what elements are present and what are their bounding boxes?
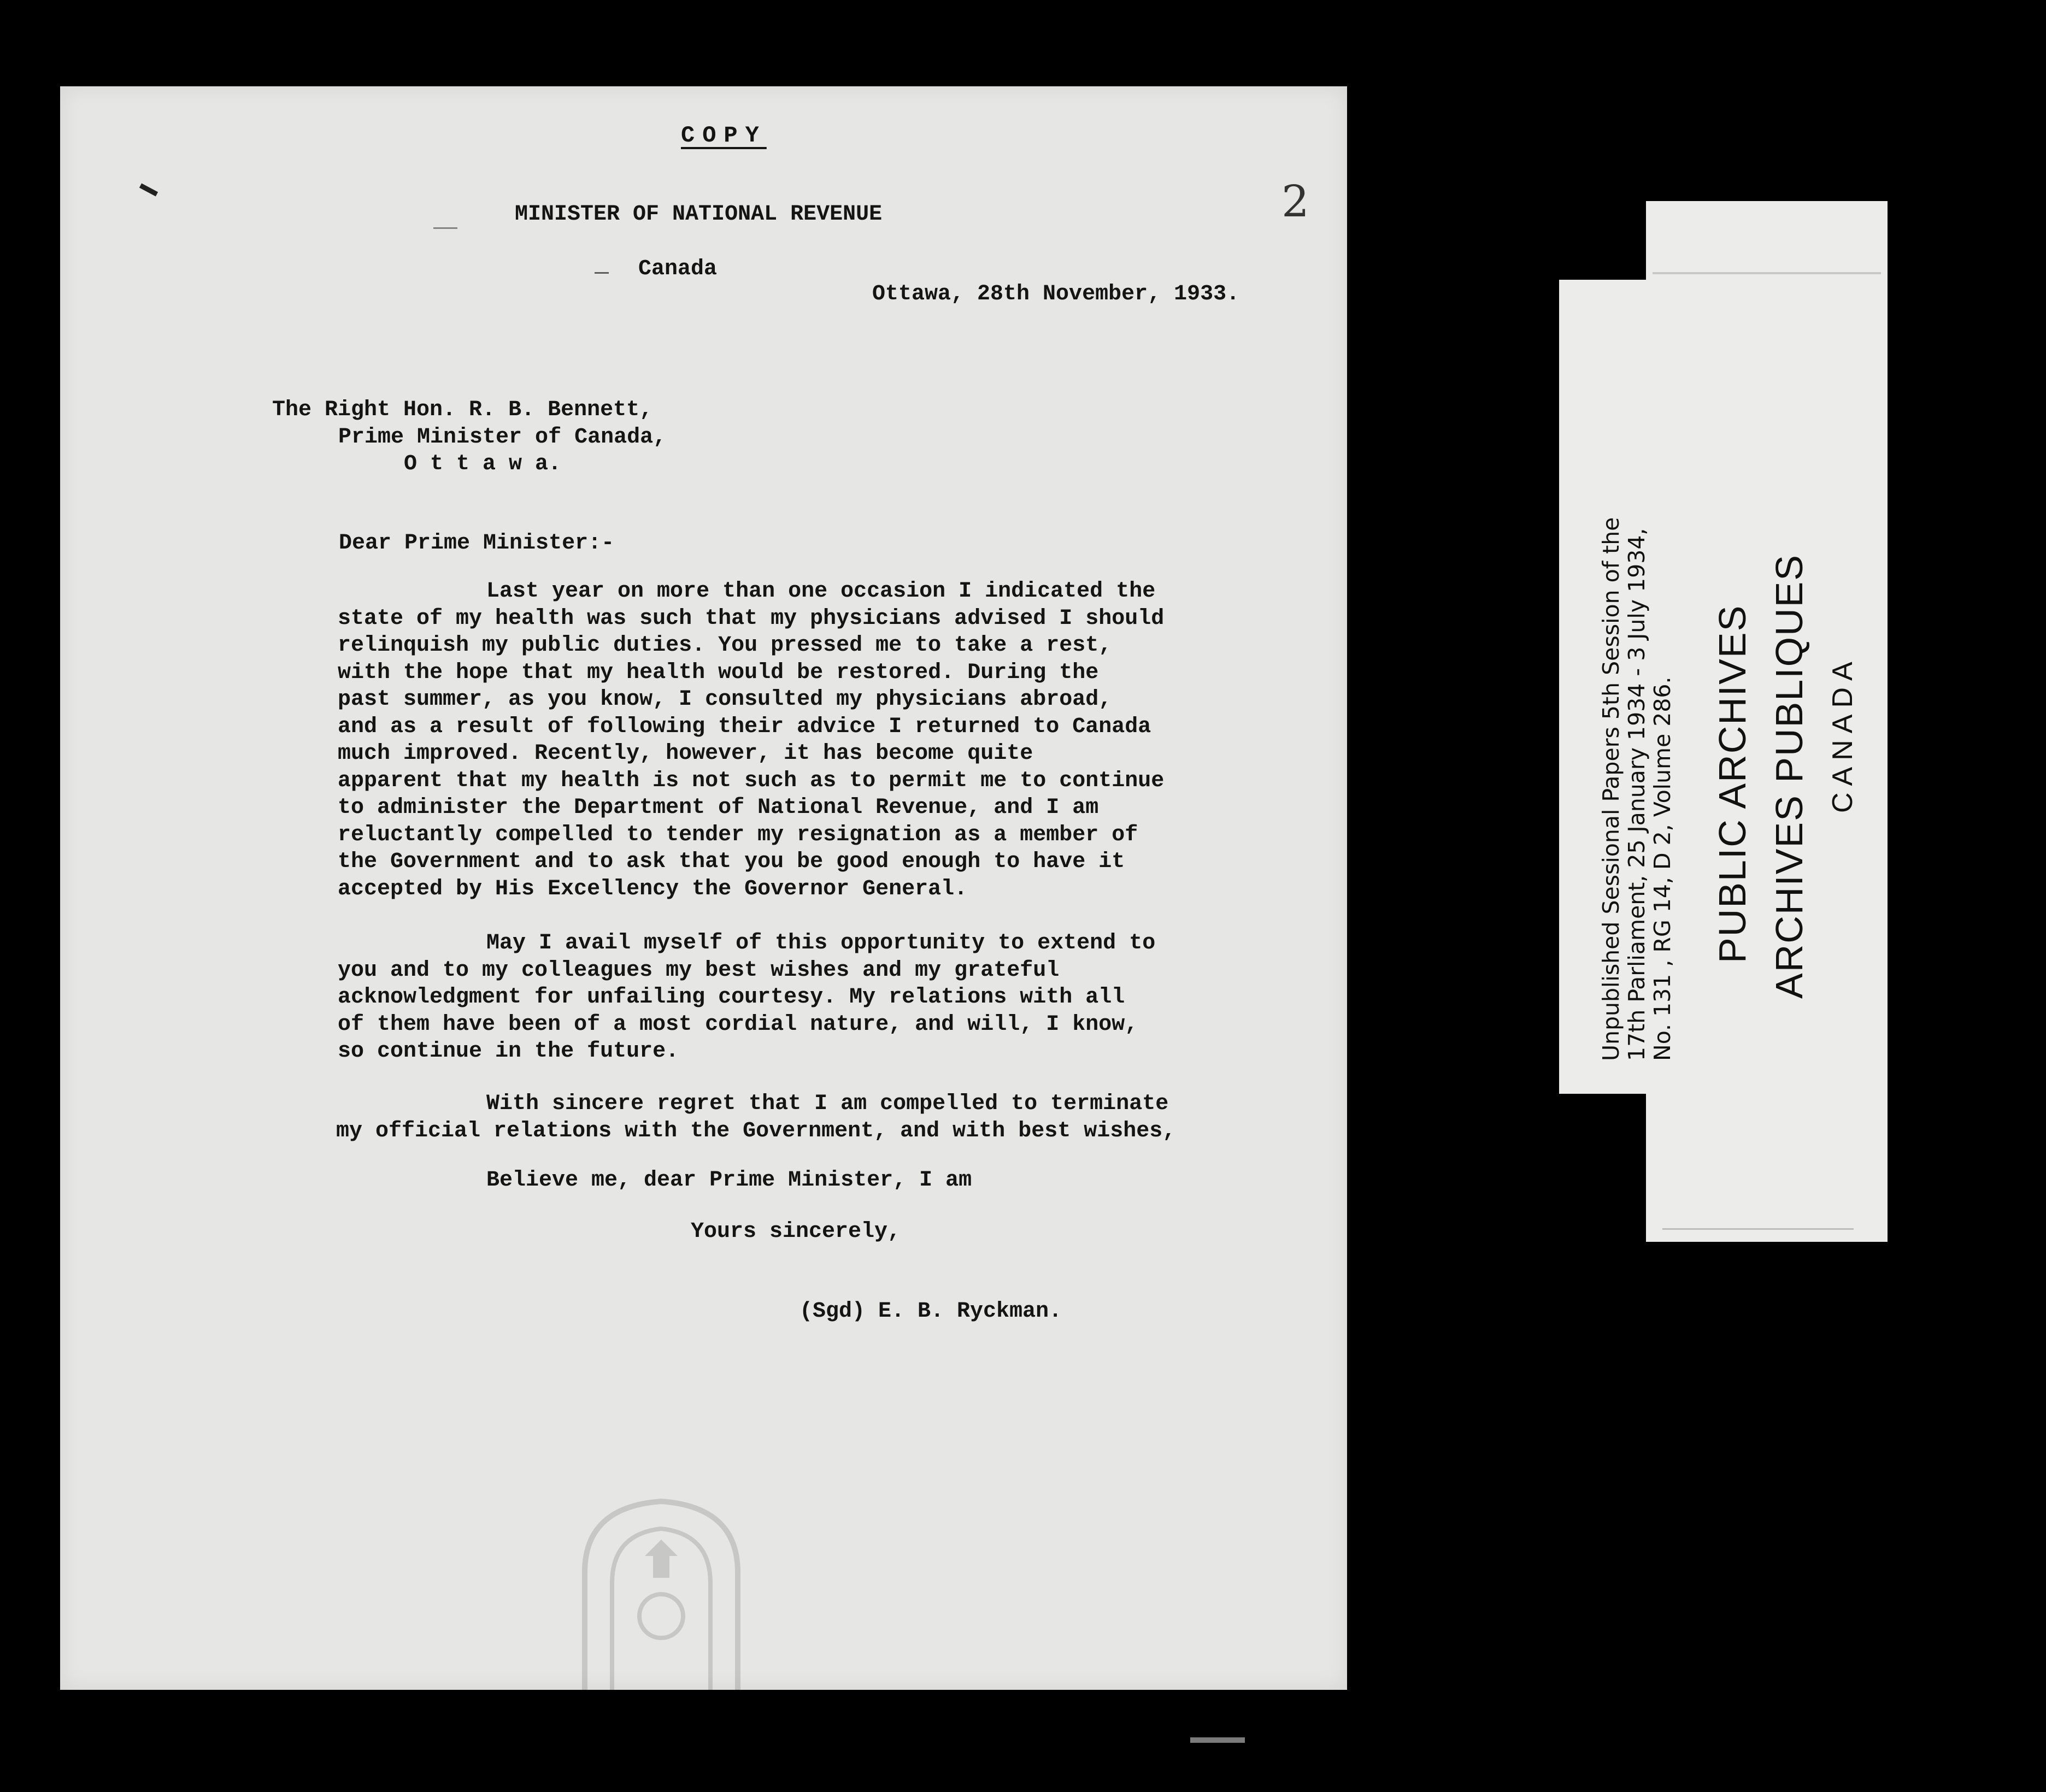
paragraph-line: so continue in the future. bbox=[338, 1039, 679, 1064]
label-fold-line bbox=[1662, 1228, 1854, 1230]
paragraph-line: relinquish my public duties. You pressed me to take a rest, bbox=[338, 633, 1112, 658]
salutation: Dear Prime Minister:- bbox=[339, 531, 615, 556]
recipient-name: The Right Hon. R. B. Bennett, bbox=[272, 398, 653, 422]
paragraph-line: Last year on more than one occasion I indicated the bbox=[486, 579, 1156, 604]
paragraph-line: with the hope that my health would be restored. During the bbox=[338, 660, 1099, 685]
letterhead: MINISTER OF NATIONAL REVENUE bbox=[515, 202, 883, 227]
copy-heading: COPY bbox=[681, 122, 767, 149]
smudge-mark bbox=[595, 272, 609, 274]
paragraph-line: much improved. Recently, however, it has become quite bbox=[338, 741, 1033, 766]
closing-line: Believe me, dear Prime Minister, I am bbox=[486, 1168, 972, 1193]
public-archives-text: PUBLIC ARCHIVES bbox=[1711, 604, 1754, 963]
paragraph-1 bbox=[338, 578, 1164, 903]
place-date: Ottawa, 28th November, 1933. bbox=[872, 282, 1240, 306]
canada-text: CANADA bbox=[1827, 655, 1859, 813]
stray-mark bbox=[139, 184, 158, 197]
citation-line: 17th Parliament, 25 January 1934 - 3 July 1934, bbox=[1624, 528, 1650, 1061]
paragraph-line: May I avail myself of this opportunity to extend to bbox=[486, 931, 1156, 956]
signature-line: (Sgd) E. B. Ryckman. bbox=[799, 1299, 1062, 1324]
citation-line: Unpublished Sessional Papers 5th Session of the bbox=[1598, 517, 1624, 1061]
scan-speck bbox=[1190, 1737, 1245, 1743]
complimentary-close: Yours sincerely, bbox=[691, 1219, 901, 1244]
paragraph-line: With sincere regret that I am compelled to terminate bbox=[486, 1092, 1169, 1116]
paragraph-line: accepted by His Excellency the Governor General. bbox=[338, 876, 968, 901]
paragraph-line: reluctantly compelled to tender my resignation as a member of bbox=[338, 822, 1138, 847]
citation-label bbox=[1559, 280, 1703, 1094]
label-fold-line bbox=[1653, 272, 1881, 274]
paragraph-line: to administer the Department of National Revenue, and I am bbox=[338, 795, 1099, 820]
label-tab bbox=[1698, 299, 1706, 310]
paragraph-line: past summer, as you know, I consulted my physicians abroad, bbox=[338, 687, 1112, 712]
paragraph-3 bbox=[336, 1090, 1175, 1145]
paragraph-line: of them have been of a most cordial nature, and will, I know, bbox=[338, 1012, 1138, 1037]
citation-text bbox=[1598, 517, 1675, 1061]
recipient-city: O t t a w a. bbox=[404, 452, 562, 476]
paragraph-line: apparent that my health is not such as to permit me to continue bbox=[338, 768, 1165, 793]
archives-publiques-text: ARCHIVES PUBLIQUES bbox=[1768, 554, 1810, 999]
paragraph-2 bbox=[338, 930, 1155, 1065]
page-number: 2 bbox=[1281, 176, 1309, 227]
paragraph-line: state of my health was such that my physicians advised I should bbox=[338, 606, 1165, 631]
paragraph-line: the Government and to ask that you be good enough to have it bbox=[338, 850, 1125, 874]
recipient-title: Prime Minister of Canada, bbox=[338, 425, 667, 450]
embossed-seal-icon bbox=[563, 1490, 760, 1725]
paragraph-line: you and to my colleagues my best wishes and my grateful bbox=[338, 958, 1060, 983]
paragraph-line: acknowledgment for unfailing courtesy. My relations with all bbox=[338, 985, 1125, 1010]
letter-page bbox=[60, 86, 1347, 1690]
paragraph-line: my official relations with the Government, and with best wishes, bbox=[336, 1118, 1176, 1143]
smudge-mark bbox=[433, 227, 457, 229]
paragraph-line: and as a result of following their advice I returned to Canada bbox=[338, 714, 1151, 739]
citation-line: No. 131 , RG 14, D 2, Volume 286. bbox=[1649, 676, 1675, 1061]
recipient-block bbox=[272, 397, 666, 478]
country-line: Canada bbox=[638, 257, 718, 281]
